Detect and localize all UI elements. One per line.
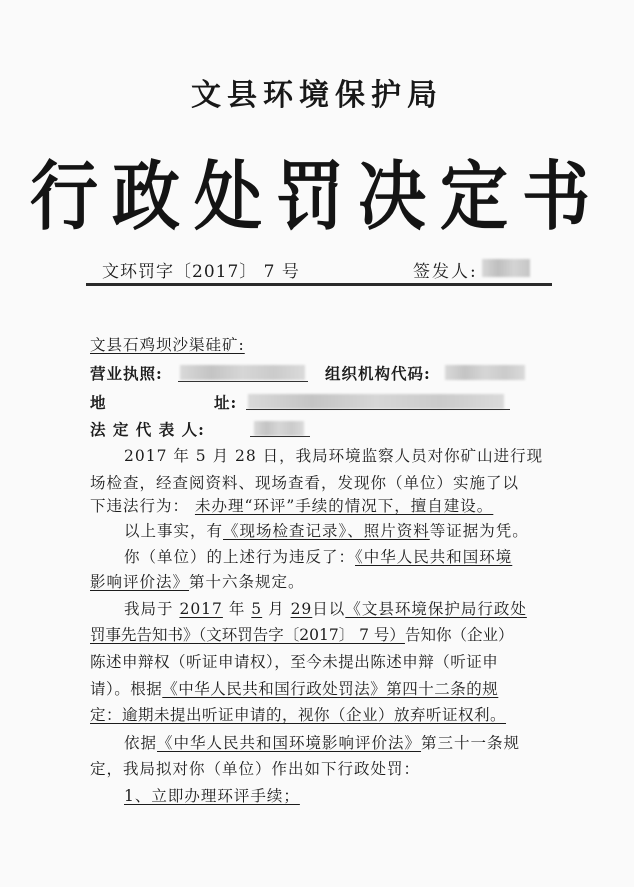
paragraph-1-line-3 — [90, 494, 493, 516]
address-underline — [246, 409, 510, 410]
penalty-item-1: 1、立即办理环评手续； — [124, 787, 300, 805]
p5-l1-a: 依据 — [124, 734, 158, 752]
recipient-name — [90, 333, 245, 355]
document-title: 行政处罚决定书 — [29, 153, 604, 242]
p5-l1-c: 第三十一条规 — [421, 734, 521, 752]
paragraph-2 — [124, 519, 529, 541]
legal-rep-label: 法 定 代 表 人: — [90, 420, 205, 439]
issuer-label: 签发人: — [413, 262, 478, 282]
p4-l2-c: 告知你（企业） — [404, 626, 514, 644]
p5-l1-b: 《中华人民共和国环境影响评价法》 — [157, 734, 422, 752]
p2-b: 《现场检查记录》、照片资料 — [223, 522, 430, 540]
p3-l1-a: 你（单位）的上述行为违反了： — [124, 548, 356, 566]
p2-c: 等证据为凭。 — [429, 522, 529, 540]
issuer-redacted — [482, 259, 530, 277]
legal-rep-underline — [250, 436, 310, 437]
p4-l1-c: 年 — [228, 600, 246, 618]
paragraph-5-line-2: 定，我局拟对你（单位）作出如下行政处罚： — [90, 760, 421, 778]
paragraph-3-line-1 — [124, 545, 512, 567]
paragraph-4-line-2 — [90, 623, 513, 645]
agency-name: 文县环境保护局 — [191, 78, 443, 113]
org-code-redacted — [445, 365, 525, 380]
p4-l4-a: 请）。根据 — [90, 680, 163, 698]
paragraph-1-line-2: 场检查，经查阅资料、现场查看，发现你（单位）实施了以 — [90, 474, 520, 492]
address-redacted — [248, 394, 504, 409]
address-label-second: 址: — [214, 393, 238, 412]
paragraph-4-line-4 — [90, 677, 498, 699]
p4-l1-b: 2017 — [179, 600, 223, 618]
p3-l2-b: 第十六条规定。 — [189, 573, 305, 591]
org-code-label: 组织机构代码: — [325, 364, 431, 383]
legal-rep-redacted — [254, 421, 304, 436]
p1-l3-a: 下违法行为： — [90, 497, 190, 515]
address-label-first: 地 — [90, 393, 107, 412]
p4-l2-a: 罚事先告知书》 — [90, 626, 199, 644]
paragraph-1-line-1: 2017 年 5 月 28 日，我局环境监察人员对你矿山进行现 — [124, 447, 544, 465]
p1-l3-b: 未办理“环评”手续的情况下，擅自建设。 — [194, 497, 494, 515]
document-number: 文环罚字〔2017〕 7 号 — [102, 262, 300, 282]
license-redacted — [180, 365, 305, 380]
paragraph-3-line-2 — [90, 570, 305, 592]
license-underline — [178, 381, 308, 382]
p4-l2-b: （文环罚告字〔2017〕 7 号） — [198, 626, 405, 644]
p4-l1-f: 29 — [290, 600, 313, 618]
paragraph-5-line-1 — [124, 731, 520, 753]
p4-l1-h: 《文县环境保护局行政处 — [345, 600, 527, 618]
p4-l1-e: 月 — [268, 600, 285, 618]
p3-l1-b: 《中华人民共和国环境 — [355, 548, 513, 566]
p4-l1-g: 日以 — [312, 600, 346, 618]
paragraph-4-line-1 — [124, 597, 527, 619]
p4-l1-d: 5 — [251, 600, 263, 618]
recipient-text: 文县石鸡坝沙渠硅矿: — [90, 336, 245, 354]
license-label: 营业执照: — [90, 364, 163, 383]
p4-l4-b: 《中华人民共和国行政处罚法》第四十二条的规 — [162, 680, 499, 698]
p4-l1-a: 我局于 — [124, 600, 174, 618]
paragraph-4-line-5: 定：逾期未提出听证申请的，视你（企业）放弃听证权利。 — [90, 706, 507, 724]
p3-l2-a: 影响评价法》 — [90, 573, 190, 591]
paragraph-4-line-3: 陈述申辩权（听证申请权），至今未提出陈述申辩（听证申 — [90, 653, 499, 671]
header-rule — [86, 283, 552, 286]
p2-a: 以上事实，有 — [124, 522, 224, 540]
